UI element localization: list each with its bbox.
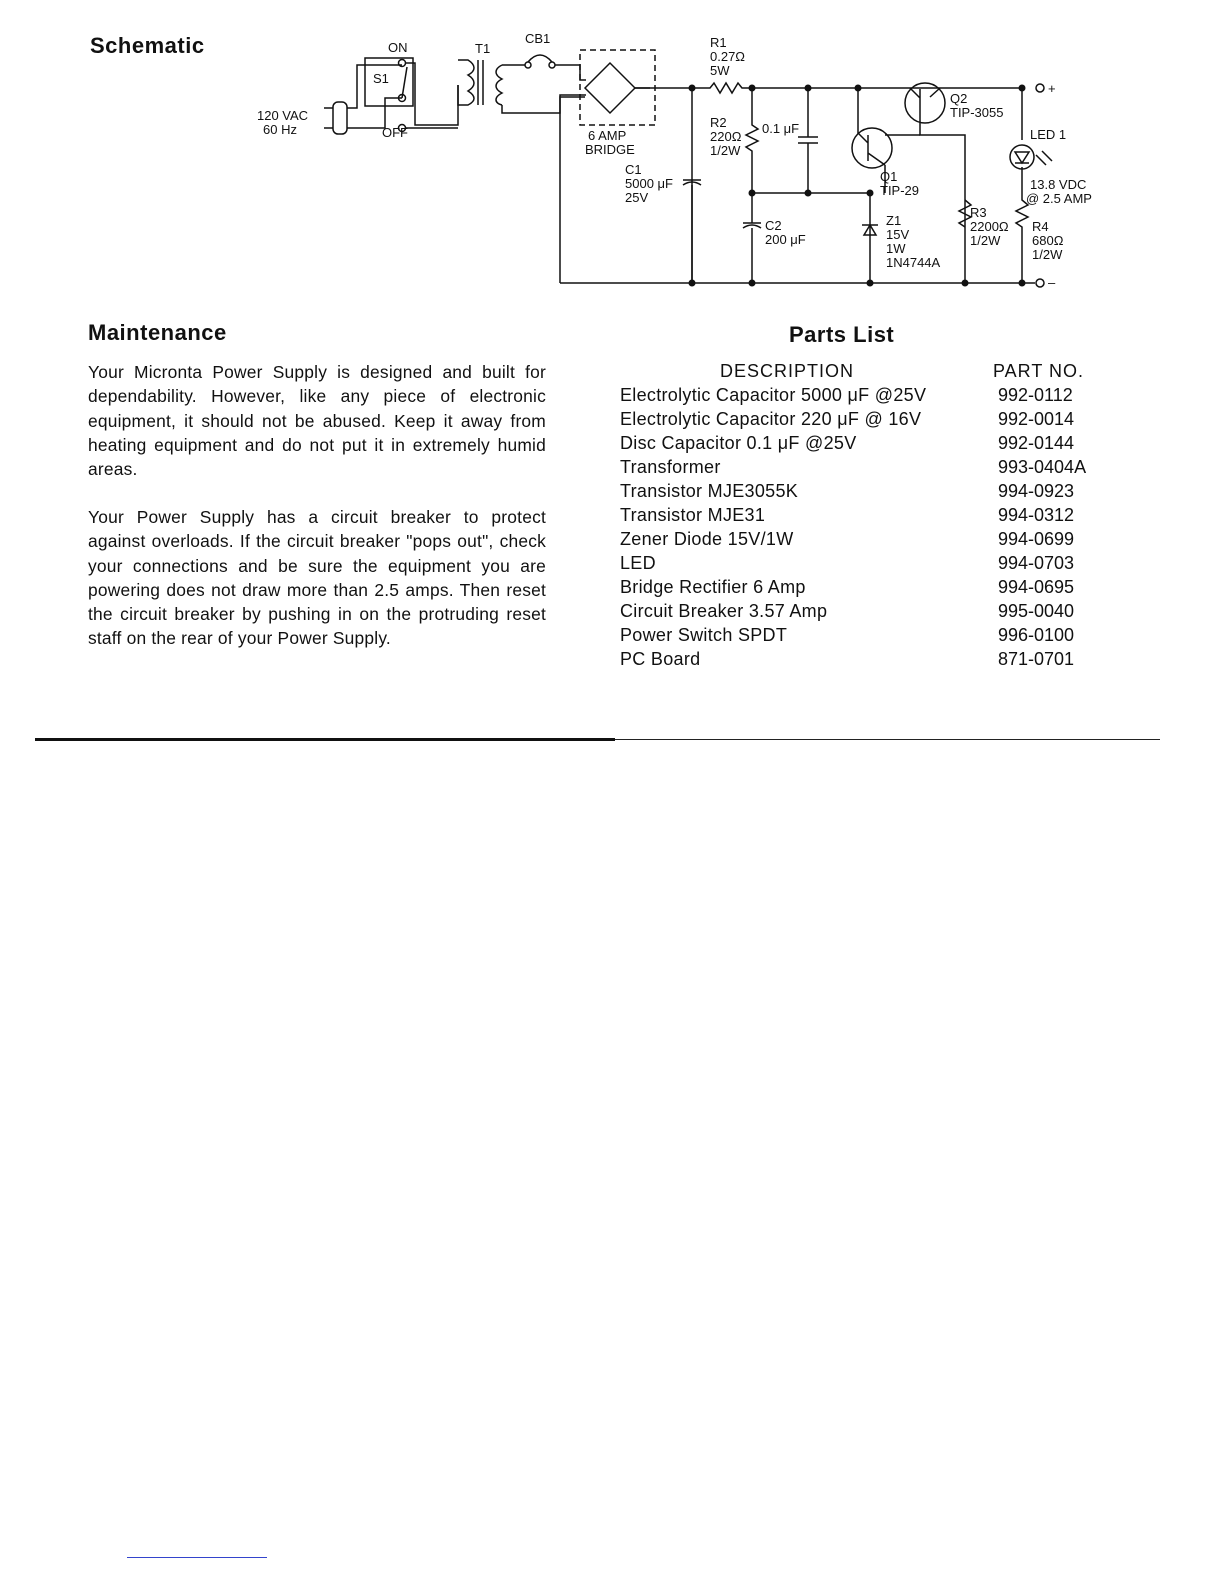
part-number: 992-0112 bbox=[998, 385, 1073, 405]
part-description: Circuit Breaker 3.57 Amp bbox=[620, 601, 828, 621]
r2-name-label: R2 bbox=[710, 115, 727, 130]
cap-0-1uf-label: 0.1 μF bbox=[762, 121, 800, 136]
led-symbol bbox=[1010, 145, 1034, 169]
part-number: 994-0703 bbox=[998, 553, 1075, 573]
r1-name-label: R1 bbox=[710, 35, 727, 50]
schematic-wiring bbox=[324, 50, 1052, 287]
input-frequency-label: 60 Hz bbox=[263, 122, 297, 137]
table-row bbox=[620, 649, 1120, 673]
table-row bbox=[620, 409, 1120, 433]
column-header-part-no: PART NO. bbox=[993, 361, 1085, 381]
r4-value-label: 680Ω bbox=[1032, 233, 1064, 248]
part-description: Disc Capacitor 0.1 μF @25V bbox=[620, 433, 857, 453]
part-description: LED bbox=[620, 553, 656, 573]
part-description: Zener Diode 15V/1W bbox=[620, 529, 794, 549]
output-current-label: @ 2.5 AMP bbox=[1026, 191, 1092, 206]
table-row bbox=[620, 529, 1120, 553]
part-number: 994-0312 bbox=[998, 505, 1075, 525]
z1-power-label: 1W bbox=[886, 241, 906, 256]
r1-power-label: 5W bbox=[710, 63, 730, 78]
maintenance-paragraph-1: Your Micronta Power Supply is designed and built for dependability. However, like any piece of electronic equipment, it should not be abused. Keep it away from heating equipment and do not put it in extremely humid areas. bbox=[88, 362, 546, 480]
part-number: 996-0100 bbox=[998, 625, 1075, 645]
c2-name-label: C2 bbox=[765, 218, 782, 233]
r4-name-label: R4 bbox=[1032, 219, 1049, 234]
r3-name-label: R3 bbox=[970, 205, 987, 220]
led-light-arrows bbox=[1036, 151, 1052, 165]
part-number: 993-0404A bbox=[998, 457, 1087, 477]
horizontal-rule-thin bbox=[615, 739, 1160, 740]
r2-value-label: 220Ω bbox=[710, 129, 742, 144]
switch-off-label: OFF bbox=[382, 125, 408, 140]
part-number: 992-0144 bbox=[998, 433, 1075, 453]
part-description: PC Board bbox=[620, 649, 701, 669]
ac-plug-symbol bbox=[333, 102, 347, 134]
cb1-contact-left bbox=[525, 62, 531, 68]
transformer-secondary-coil bbox=[496, 65, 502, 105]
part-description: Transformer bbox=[620, 457, 721, 477]
transformer-t1-label: T1 bbox=[475, 41, 491, 56]
table-row bbox=[620, 385, 1120, 409]
switch-on-label: ON bbox=[388, 40, 408, 55]
part-number: 994-0923 bbox=[998, 481, 1075, 501]
q1-part-label: TIP-29 bbox=[880, 183, 920, 198]
transformer-primary-coil bbox=[458, 60, 474, 105]
part-description: Power Switch SPDT bbox=[620, 625, 788, 645]
table-row bbox=[620, 433, 1120, 457]
q1-name-label: Q1 bbox=[880, 169, 898, 184]
bridge-rating-label: 6 AMP bbox=[588, 128, 627, 143]
footer-rule bbox=[127, 1557, 267, 1558]
table-row bbox=[620, 505, 1120, 529]
part-description: Electrolytic Capacitor 220 μF @ 16V bbox=[620, 409, 922, 429]
table-row bbox=[620, 481, 1120, 505]
q2-name-label: Q2 bbox=[950, 91, 968, 106]
part-description: Transistor MJE31 bbox=[620, 505, 766, 525]
switch-s1-label: S1 bbox=[373, 71, 389, 86]
table-row bbox=[620, 625, 1120, 649]
bridge-name-label: BRIDGE bbox=[585, 142, 635, 157]
part-number: 995-0040 bbox=[998, 601, 1075, 621]
r2-power-label: 1/2W bbox=[710, 143, 741, 158]
maintenance-paragraph-2: Your Power Supply has a circuit breaker to protect against overloads. If the circuit breaker "pops out", check your connections and be sure the equipment you are powering does not draw more than 2.5 amps. Then reset the circuit breaker by pushing in on the protruding reset staff on the rear of your Power Supply. bbox=[88, 507, 546, 649]
table-row bbox=[620, 577, 1120, 601]
part-number: 871-0701 bbox=[998, 649, 1075, 669]
positive-terminal bbox=[1036, 84, 1044, 92]
part-description: Bridge Rectifier 6 Amp bbox=[620, 577, 806, 597]
maintenance-heading: Maintenance bbox=[88, 320, 227, 345]
schematic-diagram bbox=[240, 25, 1120, 300]
column-header-description: DESCRIPTION bbox=[720, 361, 855, 381]
output-voltage-label: 13.8 VDC bbox=[1030, 177, 1087, 192]
table-row bbox=[620, 601, 1120, 625]
transformer-core bbox=[478, 60, 483, 105]
r3-value-label: 2200Ω bbox=[970, 219, 1009, 234]
negative-terminal bbox=[1036, 279, 1044, 287]
horizontal-rule-thick bbox=[35, 738, 615, 741]
cb1-contact-right bbox=[549, 62, 555, 68]
c2-value-label: 200 μF bbox=[765, 232, 806, 247]
c1-voltage-label: 25V bbox=[625, 190, 649, 205]
z1-part-label: 1N4744A bbox=[886, 255, 941, 270]
table-row bbox=[620, 457, 1120, 481]
q2-part-label: TIP-3055 bbox=[950, 105, 1004, 120]
input-voltage-label: 120 VAC bbox=[257, 108, 309, 123]
plus-label: + bbox=[1048, 81, 1056, 96]
c1-name-label: C1 bbox=[625, 162, 642, 177]
r1-value-label: 0.27Ω bbox=[710, 49, 746, 64]
bridge-rectifier-symbol bbox=[585, 63, 635, 113]
parts-list-heading: Parts List bbox=[789, 322, 895, 347]
breaker-cb1-label: CB1 bbox=[525, 31, 551, 46]
minus-label: – bbox=[1048, 275, 1056, 290]
part-description: Electrolytic Capacitor 5000 μF @25V bbox=[620, 385, 927, 405]
c1-value-label: 5000 μF bbox=[625, 176, 673, 191]
z1-voltage-label: 15V bbox=[886, 227, 910, 242]
part-number: 994-0695 bbox=[998, 577, 1075, 597]
part-number: 992-0014 bbox=[998, 409, 1075, 429]
part-description: Transistor MJE3055K bbox=[620, 481, 799, 501]
schematic-heading: Schematic bbox=[90, 33, 205, 58]
circuit-breaker-symbol bbox=[528, 55, 552, 62]
r4-power-label: 1/2W bbox=[1032, 247, 1063, 262]
z1-name-label: Z1 bbox=[886, 213, 902, 228]
part-number: 994-0699 bbox=[998, 529, 1075, 549]
led-name-label: LED 1 bbox=[1030, 127, 1067, 142]
r3-power-label: 1/2W bbox=[970, 233, 1001, 248]
table-row bbox=[620, 553, 1120, 577]
